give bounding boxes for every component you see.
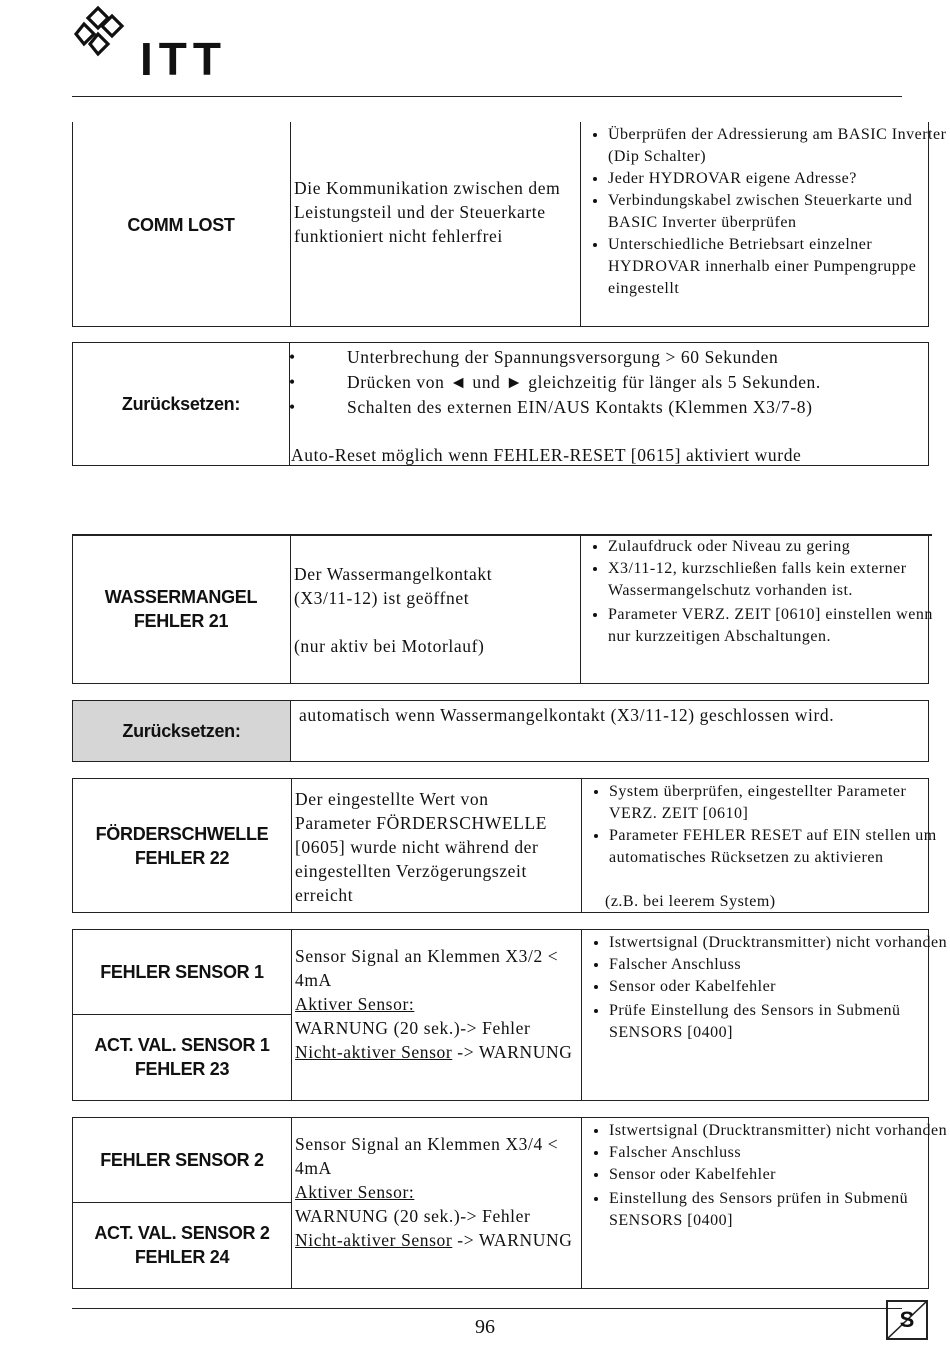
cause-signal: Sensor Signal an Klemmen X3/4 < 4mA bbox=[295, 1134, 559, 1178]
error-cause: Die Kommunikation zwischen dem Leistungsteil und der Steuerkarte funktioniert nicht fehlerfrei bbox=[294, 178, 561, 246]
active-sensor-text: WARNUNG (20 sek.)-> Fehler bbox=[295, 1018, 531, 1038]
header-rule bbox=[72, 96, 902, 97]
error-code: FEHLER 24 bbox=[134, 1247, 230, 1267]
list-item: • Schalten des externen EIN/AUS Kontakts (Klemmen X3/7-8) bbox=[347, 395, 950, 420]
comm-lost-block bbox=[72, 122, 947, 327]
sensor2-block bbox=[72, 1117, 948, 1289]
error-code: FEHLER 21 bbox=[133, 611, 229, 631]
list-item: • Sensor oder Kabelfehler bbox=[609, 1164, 950, 1186]
list-item: • Unterschiedliche Betriebsart einzelner HYDROVAR innerhalb einer Pumpengruppe eingestellt bbox=[608, 234, 950, 300]
inactive-sensor-text: -> WARNUNG bbox=[457, 1042, 573, 1062]
error-label bbox=[72, 534, 290, 684]
error-label bbox=[73, 779, 291, 912]
remedy-note: (z.B. bei leerem System) bbox=[605, 893, 776, 910]
list-item: • Falscher Anschluss bbox=[609, 1142, 950, 1164]
list-item: • Parameter VERZ. ZEIT [0610] einstellen wenn nur kurzzeitigen Abschaltungen. bbox=[608, 604, 950, 648]
inactive-sensor-label: Nicht-aktiver Sensor bbox=[295, 1042, 453, 1062]
reset-label: Zurücksetzen: bbox=[73, 701, 291, 761]
list-item: • Überprüfen der Adressierung am BASIC Inverter (Dip Schalter) bbox=[608, 124, 950, 168]
list-item: • Einstellung des Sensors prüfen in Submenü SENSORS [0400] bbox=[609, 1188, 950, 1232]
wassermangel-block bbox=[72, 534, 933, 684]
error-label-line: ACT. VAL. SENSOR 1 bbox=[94, 1035, 270, 1055]
remedy-list bbox=[583, 1120, 950, 1232]
active-sensor-label: Aktiver Sensor: bbox=[295, 994, 415, 1014]
sensor1-block bbox=[72, 929, 948, 1101]
reset-block bbox=[72, 342, 929, 466]
list-item: • System überprüfen, eingestellter Parameter VERZ. ZEIT [0610] bbox=[609, 781, 950, 825]
error-cause: Der eingestellte Wert von Parameter FÖRDERSCHWELLE [0605] wurde nicht während der eingestellten Verzögerungszeit erreicht bbox=[295, 789, 548, 905]
error-cause bbox=[293, 1132, 581, 1252]
section-corner-badge bbox=[886, 1300, 928, 1340]
reset-block bbox=[72, 700, 929, 762]
inactive-sensor-label: Nicht-aktiver Sensor bbox=[295, 1230, 453, 1250]
cause-signal: Sensor Signal an Klemmen X3/2 < 4mA bbox=[295, 946, 559, 990]
list-item: • Parameter FEHLER RESET auf EIN stellen um automatisches Rücksetzen zu aktivieren bbox=[609, 825, 950, 869]
list-item: • Sensor oder Kabelfehler bbox=[609, 976, 950, 998]
remedy-list bbox=[582, 124, 950, 300]
foerderschwelle-block bbox=[72, 778, 937, 913]
active-sensor-text: WARNUNG (20 sek.)-> Fehler bbox=[295, 1206, 531, 1226]
list-item: • Falscher Anschluss bbox=[609, 954, 950, 976]
error-cause: Der Wassermangelkontakt (X3/11-12) ist geöffnet bbox=[294, 564, 493, 608]
inactive-sensor-text: -> WARNUNG bbox=[457, 1230, 573, 1250]
itt-logo-icon bbox=[72, 2, 142, 62]
reset-label: Zurücksetzen: bbox=[121, 394, 241, 414]
error-label bbox=[73, 1202, 291, 1288]
corner-letter: S bbox=[899, 1307, 915, 1332]
error-cause-note: (nur aktiv bei Motorlauf) bbox=[294, 636, 485, 656]
list-item: • Verbindungskabel zwischen Steuerkarte und BASIC Inverter überprüfen bbox=[608, 190, 950, 234]
error-label: FEHLER SENSOR 1 bbox=[100, 962, 264, 982]
error-label: FEHLER SENSOR 2 bbox=[100, 1150, 264, 1170]
reset-note: Auto-Reset möglich wenn FEHLER-RESET [0615] aktiviert wurde bbox=[291, 445, 802, 465]
error-label-line: ACT. VAL. SENSOR 2 bbox=[94, 1223, 270, 1243]
active-sensor-label: Aktiver Sensor: bbox=[295, 1182, 415, 1202]
remedy-list bbox=[583, 932, 950, 1044]
error-cause bbox=[293, 944, 581, 1064]
error-label bbox=[73, 1014, 291, 1100]
reset-text: automatisch wenn Wassermangelkontakt (X3/11-12) geschlossen wird. bbox=[299, 705, 835, 725]
page-number: 96 bbox=[475, 1316, 495, 1338]
footer-rule bbox=[72, 1308, 902, 1309]
list-item: • Jeder HYDROVAR eigene Adresse? bbox=[608, 168, 950, 190]
error-code: FEHLER 23 bbox=[134, 1059, 230, 1079]
error-code: FEHLER 22 bbox=[134, 847, 230, 868]
remedy-list bbox=[583, 781, 950, 869]
remedy-list bbox=[582, 536, 950, 648]
list-item: • Unterbrechung der Spannungsversorgung > 60 Sekunden bbox=[347, 345, 950, 370]
list-item: • Prüfe Einstellung des Sensors in Submenü SENSORS [0400] bbox=[609, 1000, 950, 1044]
list-item: • Istwertsignal (Drucktransmitter) nicht vorhanden bbox=[609, 1120, 950, 1142]
list-item: • Drücken von ◄ und ► gleichzeitig für länger als 5 Sekunden. bbox=[347, 370, 950, 395]
reset-list bbox=[289, 345, 950, 420]
error-label: COMM LOST bbox=[127, 214, 235, 235]
error-label-line: FÖRDERSCHWELLE bbox=[95, 823, 269, 844]
list-item: • X3/11-12, kurzschließen falls kein externer Wassermangelschutz vorhanden ist. bbox=[608, 558, 950, 602]
list-item: • Zulaufdruck oder Niveau zu gering bbox=[608, 536, 950, 558]
error-label-line: WASSERMANGEL bbox=[104, 587, 258, 607]
list-item: • Istwertsignal (Drucktransmitter) nicht vorhanden bbox=[609, 932, 950, 954]
brand-wordmark: ITT bbox=[140, 33, 227, 85]
